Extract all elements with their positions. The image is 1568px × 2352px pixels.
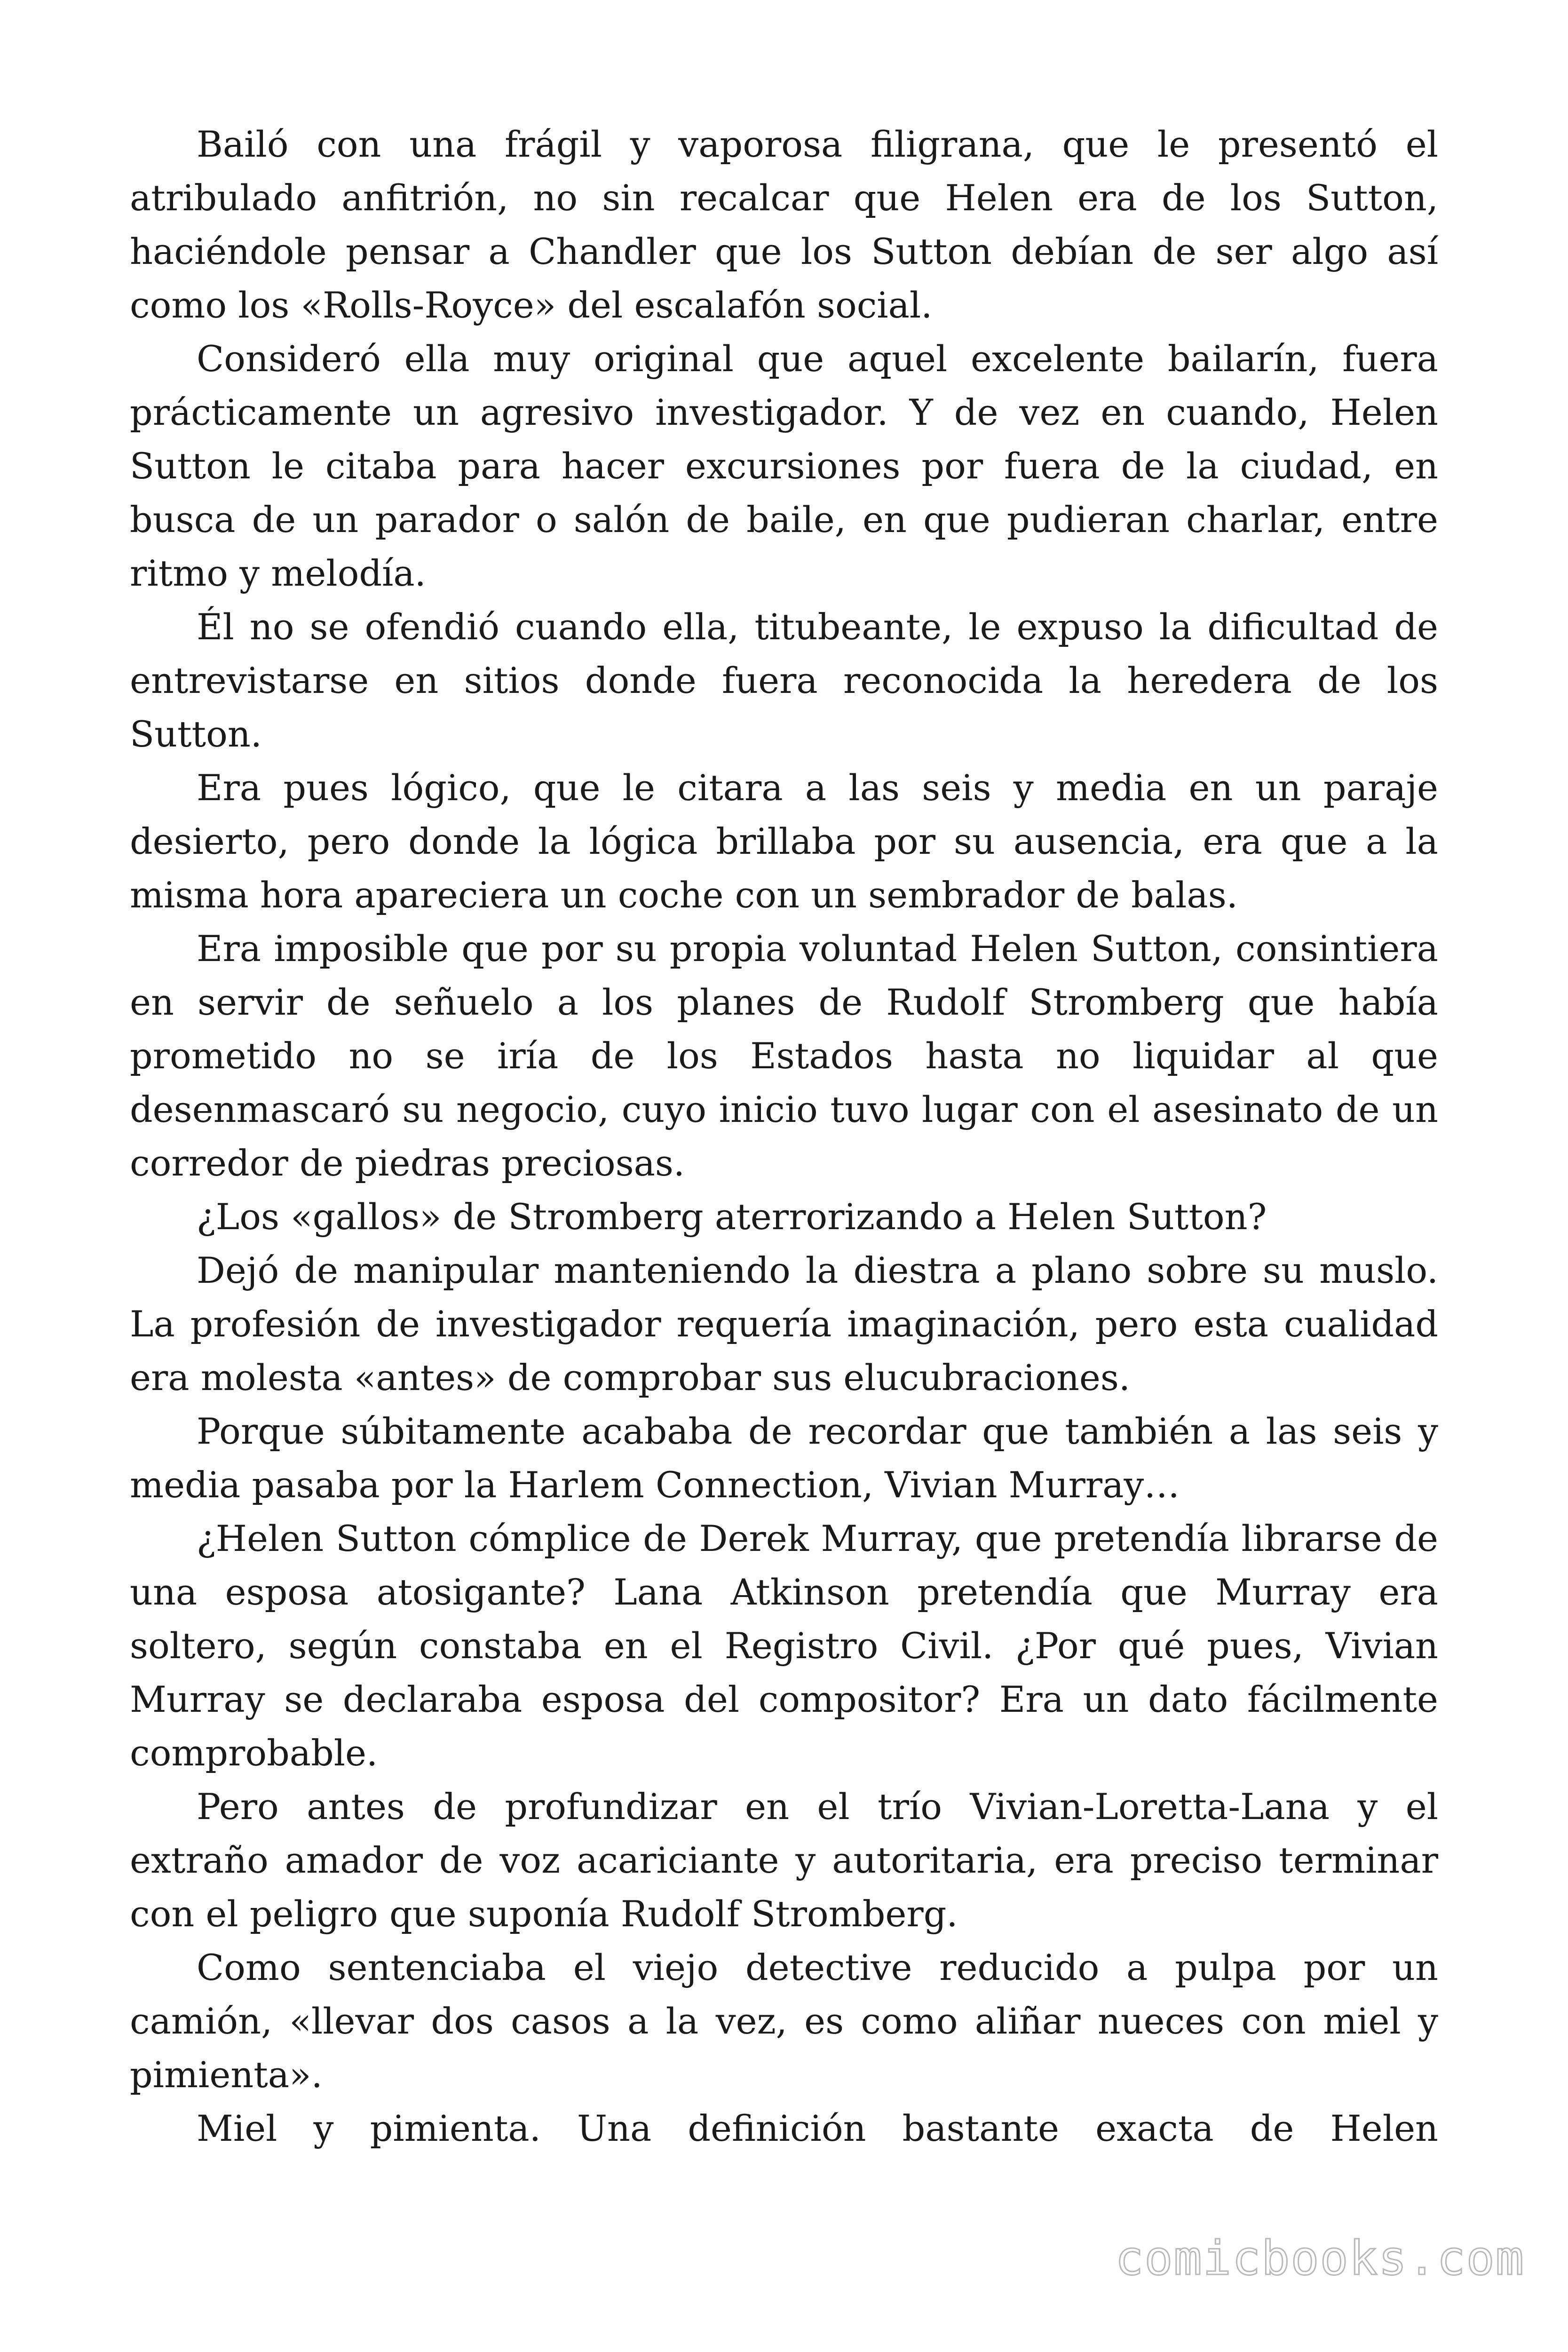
paragraph-2: Consideró ella muy original que aquel excelente bailarín, fuera prácticamente un agresivo investigador. Y de vez en cuando, Helen Sutton le citaba para hacer excursiones por fuera de la ciudad, en busca de un parador o salón de baile, en que pudieran charlar, entre ritmo y melodía. — [130, 338, 1438, 594]
watermark: comicbooks.com — [1115, 2231, 1525, 2286]
paragraph-6: ¿Los «gallos» de Stromberg aterrorizando a Helen Sutton? — [197, 1196, 1267, 1238]
paragraph-3: Él no se ofendió cuando ella, titubeante, le expuso la dificultad de entrevistarse en sitios donde fuera reconocida la heredera de los Sutton. — [130, 606, 1438, 755]
paragraph-11: Como sentenciaba el viejo detective reducido a pulpa por un camión, «llevar dos casos a la vez, es como aliñar nueces con miel y pimienta». — [130, 1947, 1438, 2096]
paragraph-4: Era pues lógico, que le citara a las seis y media en un paraje desierto, pero donde la lógica brillaba por su ausencia, era que a la misma hora apareciera un coche con un sembrador de balas. — [130, 767, 1438, 916]
paragraph-7: Dejó de manipular manteniendo la diestra a plano sobre su muslo. La profesión de investigador requería imaginación, pero esta cualidad era molesta «antes» de comprobar sus elucubraciones. — [130, 1249, 1438, 1398]
paragraph-9: ¿Helen Sutton cómplice de Derek Murray, que pretendía librarse de una esposa atosigante? Lana Atkinson pretendía que Murray era soltero, según constaba en el Registro Civil. ¿Por qué pues, Vivian Murray se declaraba esposa del compositor? Era un dato fácilmente comprobable. — [130, 1518, 1438, 1774]
paragraph-8: Porque súbitamente acababa de recordar que también a las seis y media pasaba por la Harlem Connection, Vivian Murray… — [130, 1410, 1438, 1506]
paragraph-10: Pero antes de profundizar en el trío Vivian-Loretta-Lana y el extraño amador de voz acariciante y autoritaria, era preciso terminar con el peligro que suponía Rudolf Stromberg. — [130, 1786, 1438, 1935]
page-body — [130, 118, 1438, 2155]
paragraph-5: Era imposible que por su propia voluntad Helen Sutton, consintiera en servir de señuelo a los planes de Rudolf Stromberg que había prometido no se iría de los Estados hasta no liquidar al que desenmascaró su negocio, cuyo inicio tuvo lugar con el asesinato de un corredor de piedras preciosas. — [130, 928, 1438, 1184]
paragraph-12: Miel y pimienta. Una definición bastante exacta de Helen — [197, 2107, 1438, 2149]
paragraph-1: Bailó con una frágil y vaporosa filigrana, que le presentó el atribulado anfitrión, no sin recalcar que Helen era de los Sutton, haciéndole pensar a Chandler que los Sutton debían de ser algo así como los «Rolls-Royce» del escalafón social. — [130, 123, 1438, 326]
